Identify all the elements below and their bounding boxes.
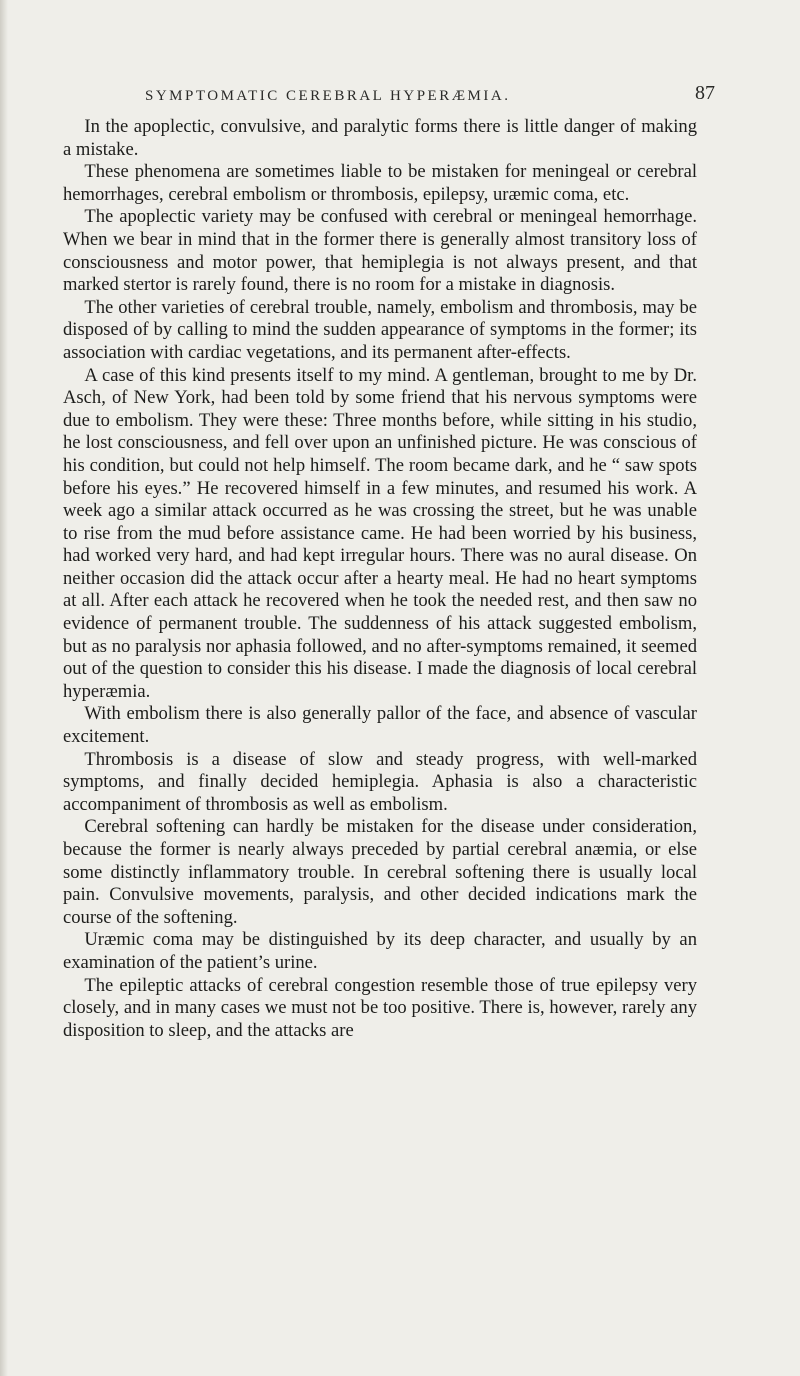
paragraph-4: The other varieties of cerebral trouble, namely, embolism and thrombosis, may be disposed of by calling to mind the sudden appearance of symptoms in the former; its association with cardiac vegetations, and its permanent after-effects. (63, 296, 697, 363)
paragraph-10: The epileptic attacks of cerebral congestion resemble those of true epilepsy very closely, and in many cases we must not be too positive. There is, however, rarely any disposition to sleep, and the attacks are (63, 974, 697, 1041)
page-number: 87 (695, 82, 715, 104)
paragraph-6: With embolism there is also generally pallor of the face, and absence of vascular excitement. (63, 703, 697, 748)
paragraph-2: These phenomena are sometimes liable to be mistaken for meningeal or cerebral hemorrhages, cerebral embolism or thrombosis, epilepsy, uræmic coma, etc. (63, 161, 697, 205)
running-head: SYMPTOMATIC CEREBRAL HYPERÆMIA. (145, 88, 511, 104)
paragraph-9: Uræmic coma may be distinguished by its deep character, and usually by an examination of the patient’s urine. (63, 929, 697, 973)
paragraph-1: In the apoplectic, convulsive, and paralytic forms there is little danger of making a mistake. (63, 116, 697, 160)
paragraph-7: Thrombosis is a disease of slow and steady progress, with well-marked symptoms, and finally decided hemiplegia. Aphasia is also a characteristic accompaniment of thrombosis as well as embolism. (63, 748, 697, 815)
page-gutter-shadow (0, 0, 8, 1376)
paragraph-5: A case of this kind presents itself to my mind. A gentleman, brought to me by Dr. Asch, of New York, had been told by some friend that his nervous symptoms were due to embolism. They were these: Three months before, while sitting in his studio, he lost consciousness, and fell over upon an unfinished picture. He was conscious of his condition, but could not help himself. The room became dark, and he “ saw spots before his eyes.” He recovered himself in a few minutes, and resumed his work. A week ago a similar attack occurred as he was crossing the street, but he was unable to rise from the mud before assistance came. He had been worried by his business, had worked very hard, and had kept irregular hours. There was no aural disease. On neither occasion did the attack occur after a hearty meal. He had no heart symptoms at all. After each attack he recovered when he took the needed rest, and then saw no evidence of permanent trouble. The suddenness of his attack suggested embolism, but as no paralysis nor aphasia followed, and no after-symptoms remained, it seemed out of the question to consider this his disease. I made the diagnosis of local cerebral hyperæmia. (63, 364, 697, 702)
paragraph-3: The apoplectic variety may be confused with cerebral or meningeal hemorrhage. When we bear in mind that in the former there is generally almost transitory loss of consciousness and motor power, that hemiplegia is not always present, and that marked stertor is rarely found, there is no room for a mistake in diagnosis. (63, 206, 697, 296)
paragraph-8: Cerebral softening can hardly be mistaken for the disease under consideration, because the former is nearly always preceded by partial cerebral anæmia, or else some distinctly inflammatory trouble. In cerebral softening there is usually local pain. Convulsive movements, paralysis, and other decided indications mark the course of the softening. (63, 816, 697, 928)
body-text (63, 116, 697, 1042)
